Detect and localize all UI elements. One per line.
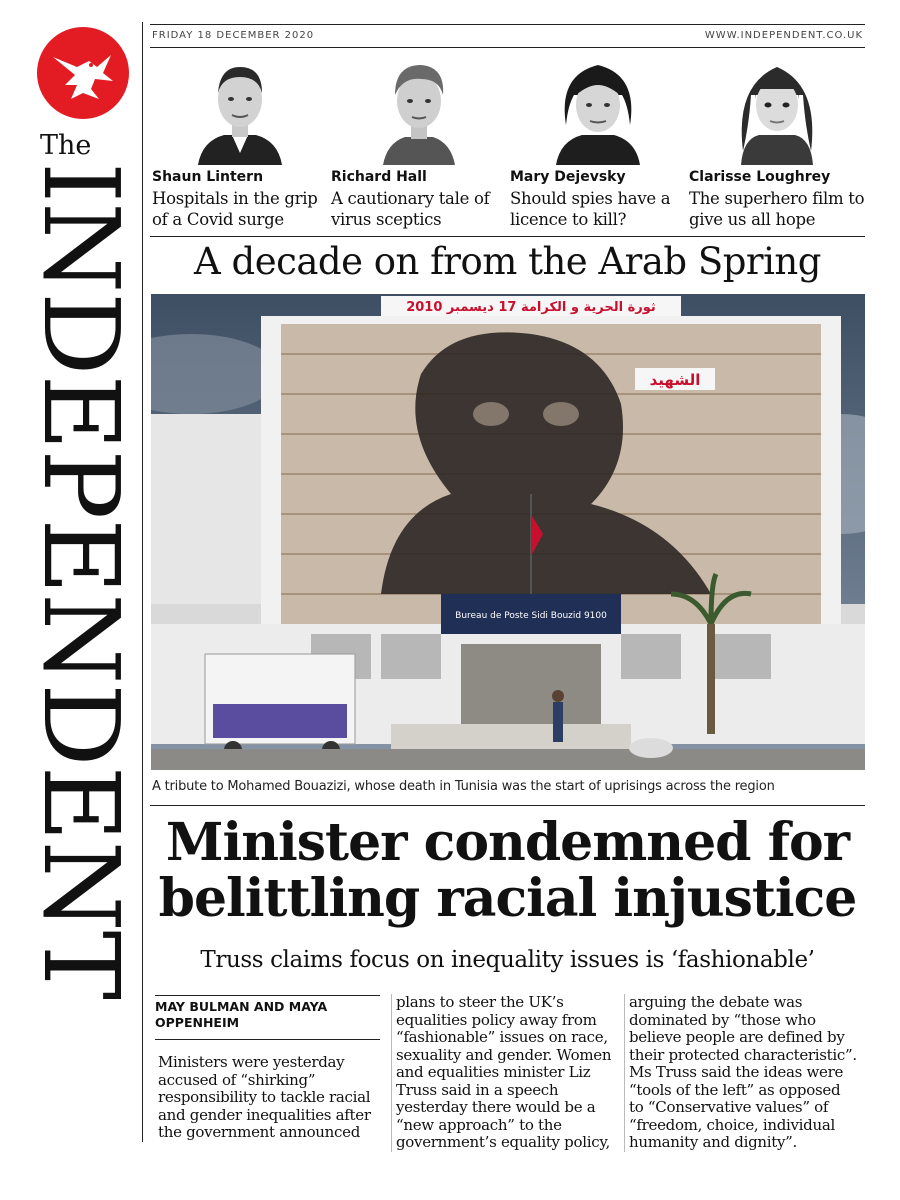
masthead xyxy=(0,0,142,1200)
main-photo xyxy=(151,294,865,770)
standfirst: Truss claims focus on inequality issues is ‘fashionable’ xyxy=(200,947,815,973)
photo-banner-text: ثورة الحرية و الكرامة 17 ديسمبر 2010 xyxy=(406,300,656,315)
photo-martyr-sign: الشهيد xyxy=(649,371,701,389)
photo-caption: A tribute to Mohamed Bouazizi, whose death in Tunisia was the start of uprisings across the region xyxy=(152,779,775,794)
website-url[interactable]: WWW.INDEPENDENT.CO.UK xyxy=(704,30,863,41)
section-divider xyxy=(150,805,865,806)
article-body-column-1: Ministers were yesterday accused of “shirking” responsibility to tackle racial and gender inequalities after the government announced xyxy=(158,1053,371,1141)
columnist-teaser: Hospitals in the grip of a Covid surge xyxy=(152,189,318,229)
columnist-photo xyxy=(369,55,469,165)
article-body-column-2: plans to steer the UK’s equalities policy away from “fashionable” issues on race, sexuality and gender. Women and equalities minister Liz Truss said in a speech yesterday there would be a “new approach” to the government’s equality policy, xyxy=(391,994,616,1152)
columnist-teaser: A cautionary tale of virus sceptics xyxy=(331,189,490,229)
masthead-divider xyxy=(142,22,143,1142)
issue-date: FRIDAY 18 DECEMBER 2020 xyxy=(152,30,315,41)
eagle-icon xyxy=(37,27,129,119)
masthead-the: The xyxy=(40,130,92,161)
dateline-bar xyxy=(150,24,865,48)
columnist-name: Clarisse Loughrey xyxy=(689,169,831,185)
headline-line-2: belittling racial injustice xyxy=(158,868,857,929)
article-body-column-3: arguing the debate was dominated by “those who believe people are defined by their protected characteristic”. Ms Truss said the ideas were “tools of the left” as opposed to “Conservative values” of “freedom, choice, individual humanity and dignity”. xyxy=(624,994,859,1152)
photo-post-sign: Bureau de Poste Sidi Bouzid 9100 xyxy=(455,611,607,621)
main-headline[interactable] xyxy=(150,812,865,929)
columnist-teaser: The superhero film to give us all hope xyxy=(689,189,865,229)
headline-line-1: Minister condemned for xyxy=(165,812,850,873)
columnist-name: Shaun Lintern xyxy=(152,169,264,185)
columnist-teaser: Should spies have a licence to kill? xyxy=(510,189,671,229)
columnist-name: Mary Dejevsky xyxy=(510,169,626,185)
section-divider xyxy=(150,236,865,237)
columnist-name: Richard Hall xyxy=(331,169,427,185)
columnist-photo xyxy=(190,55,290,165)
feature-kicker[interactable]: A decade on from the Arab Spring xyxy=(194,240,821,283)
columnist-photo xyxy=(548,55,648,165)
columnist-photo xyxy=(727,55,827,165)
masthead-title: INDEPENDENT xyxy=(20,162,142,999)
byline: MAY BULMAN AND MAYA OPPENHEIM xyxy=(155,995,380,1040)
